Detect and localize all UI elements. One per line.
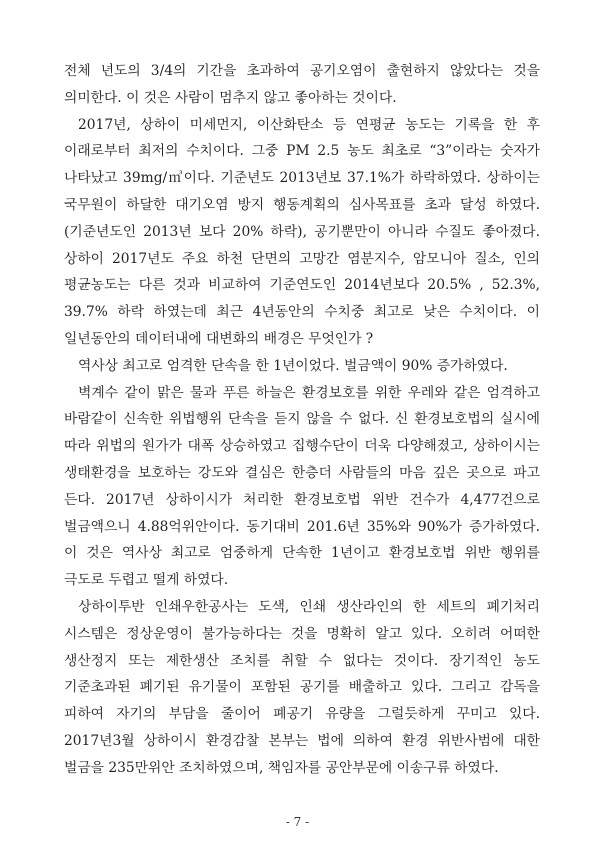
paragraph: 전체 년도의 3/4의 기간을 초과하여 공기오염이 출현하지 않았다는 것을 의미한다. 이 것은 사람이 멈추지 않고 좋아하는 것이다. bbox=[64, 63, 540, 106]
page-number: - 7 - bbox=[285, 815, 310, 829]
paragraph: 2017년, 상하이 미세먼지, 이산화탄소 등 연평균 농도는 기록을 한 후 이래로부터 최저의 수치이다. 그중 PM 2.5 농도 최초로 “3”이라는 숫자가 나타났고 39mg/㎥이다. 기준년도 2013년보 37.1%가 하락하였다. 상하이는 국무원이 하달한 대기오염 방지 행동계획의 심사목표를 초과 달성 하였다. (기준년도인 2013년 보다 20% 하락), 공기뿐만이 아니라 수질도 좋아졌다. 상하이 2017년도 주요 하천 단면의 고망간 염분지수, 암모니아 질소, 인의 평균농도는 다른 것과 비교하여 기준연도인 2014년보다 20.5% , 52.3%, 39.7% 하락 하였는데 최근 4년동안의 수치중 최고로 낮은 수치이다. 이 일년동안의 데이터내에 대변화의 배경은 무엇인가 ? bbox=[64, 116, 540, 347]
paragraph: 벽계수 같이 맑은 물과 푸른 하늘은 환경보호를 위한 우레와 같은 엄격하고 바람같이 신속한 위법행위 단속을 듣지 않을 수 없다. 신 환경보호법의 실시에 따라 위법의 원가가 대폭 상승하였고 집행수단이 더욱 다양해졌고, 상하이시는 생태환경을 보호하는 강도와 결심은 한층더 사람들의 마음 깊은 곳으로 파고 든다. 2017년 상하이시가 처리한 환경보호법 위반 건수가 4,477건으로 벌금액으니 4.88억위안이다. 동기대비 201.6년 35%와 90%가 증가하였다. 이 것은 역사상 최고로 엄중하게 단속한 1년이고 환경보호법 위반 행위를 극도로 두렵고 떨게 하였다. bbox=[64, 384, 540, 589]
paragraph: 상하이투반 인쇄우한공사는 도색, 인쇄 생산라인의 한 세트의 폐기처리 시스템은 정상운영이 불가능하다는 것을 명확히 알고 있다. 오히려 어떠한 생산정지 또는 제한생산 조치를 취할 수 없다는 것이다. 장기적인 농도 기준초과된 폐기된 유기물이 포함된 공기를 배출하고 있다. 그리고 감독을 피하여 자기의 부담을 줄이어 폐공기 유량을 그럴듯하게 꾸미고 있다. 2017년3월 상하이시 환경감찰 본부는 법에 의하여 환경 위반사범에 대한 벌금을 235만위안 조치하였으며, 책임자를 공안부문에 이송구류 하였다. bbox=[64, 598, 540, 776]
document-body bbox=[64, 58, 540, 782]
paragraph: 역사상 최고로 엄격한 단속을 한 1년이었다. 벌금액이 90% 증가하였다. bbox=[78, 357, 508, 374]
